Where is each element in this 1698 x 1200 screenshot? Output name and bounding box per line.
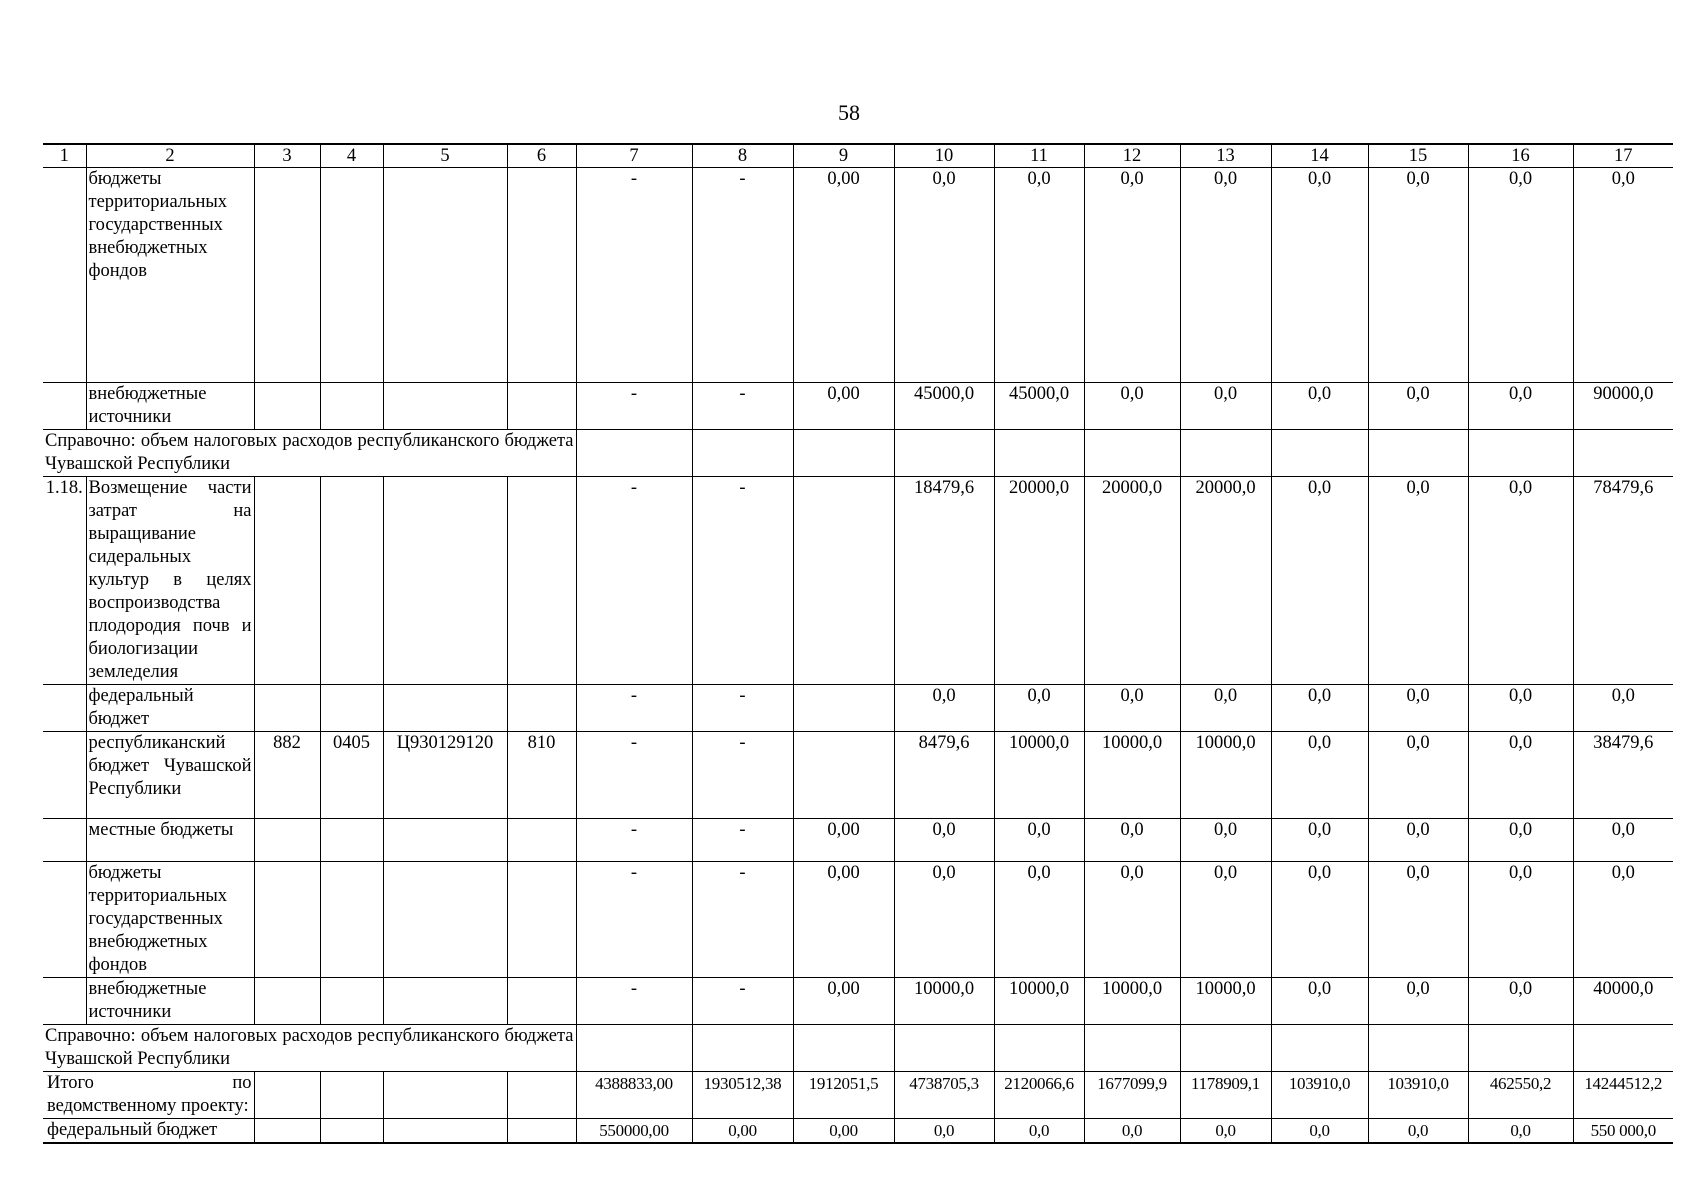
table-row <box>43 168 1673 383</box>
table-cell: 0,0 <box>1368 685 1468 732</box>
total-value-cell: 4738705,3 <box>894 1072 994 1119</box>
header-cell: 11 <box>994 144 1084 168</box>
table-cell <box>692 1025 793 1072</box>
table-cell: 0,0 <box>1468 862 1573 978</box>
total-value-cell: 1930512,38 <box>692 1072 793 1119</box>
table-cell: 0,0 <box>1468 685 1573 732</box>
table-cell: 10000,0 <box>994 978 1084 1025</box>
total-label: Итого по ведомственному проекту: <box>43 1072 254 1119</box>
table-cell: 0,0 <box>994 168 1084 383</box>
table-cell: 0,0 <box>1468 819 1573 862</box>
table-cell: - <box>576 168 692 383</box>
table-cell: 10000,0 <box>1084 978 1180 1025</box>
item-description-cell: федеральный бюджет <box>86 685 254 732</box>
header-cell: 14 <box>1271 144 1368 168</box>
table-cell: 0,0 <box>1271 862 1368 978</box>
total-row <box>43 1072 1673 1119</box>
total-value-cell: 1912051,5 <box>793 1072 894 1119</box>
table-cell: - <box>692 477 793 685</box>
table-cell: 0,0 <box>1180 685 1271 732</box>
table-cell: 0,0 <box>1573 168 1673 383</box>
table-cell <box>1084 1025 1180 1072</box>
table-cell <box>254 862 320 978</box>
table-cell: - <box>692 819 793 862</box>
table-cell <box>254 383 320 430</box>
table-cell <box>507 477 576 685</box>
table-cell: 20000,0 <box>1084 477 1180 685</box>
header-cell: 9 <box>793 144 894 168</box>
total-value-cell <box>320 1119 383 1144</box>
table-cell: - <box>576 383 692 430</box>
table-row <box>43 819 1673 862</box>
table-cell: 78479,6 <box>1573 477 1673 685</box>
table-cell: - <box>692 168 793 383</box>
total-value-cell <box>254 1072 320 1119</box>
item-description-cell: бюджеты территориальных государственных внебюджетных фондов <box>86 862 254 978</box>
table-cell <box>320 862 383 978</box>
table-cell: 0,0 <box>1180 819 1271 862</box>
reference-note-label: Справочно: объем налоговых расходов республиканского бюджета Чувашской Республики <box>43 1025 576 1072</box>
table-cell: 0,0 <box>894 819 994 862</box>
table-cell: 0,0 <box>1368 819 1468 862</box>
reference-note-label: Справочно: объем налоговых расходов республиканского бюджета Чувашской Республики <box>43 430 576 477</box>
table-cell: 0,0 <box>1180 168 1271 383</box>
table-cell: 0,0 <box>1084 862 1180 978</box>
table-cell <box>994 430 1084 477</box>
table-cell <box>320 477 383 685</box>
total-value-cell: 550 000,0 <box>1573 1119 1673 1144</box>
table-cell <box>254 168 320 383</box>
total-label: федеральный бюджет <box>43 1119 254 1144</box>
header-cell: 8 <box>692 144 793 168</box>
total-value-cell: 0,0 <box>894 1119 994 1144</box>
table-cell: 0,0 <box>1468 383 1573 430</box>
total-value-cell: 103910,0 <box>1368 1072 1468 1119</box>
header-row <box>43 144 1673 168</box>
table-cell: 0,0 <box>894 685 994 732</box>
table-cell: 0,00 <box>793 819 894 862</box>
table-cell <box>1573 1025 1673 1072</box>
table-cell: - <box>692 732 793 819</box>
table-cell: 20000,0 <box>1180 477 1271 685</box>
table-cell: 0,00 <box>793 168 894 383</box>
reference-note-row <box>43 1025 1673 1072</box>
table-cell <box>507 862 576 978</box>
table-cell: 10000,0 <box>1180 978 1271 1025</box>
total-value-cell: 0,0 <box>1271 1119 1368 1144</box>
total-value-cell: 1178909,1 <box>1180 1072 1271 1119</box>
table-cell: 40000,0 <box>1573 978 1673 1025</box>
table-cell: 882 <box>254 732 320 819</box>
table-cell: 0,00 <box>793 862 894 978</box>
item-number-cell: 1.18. <box>43 477 86 685</box>
table-cell: 0,0 <box>1468 732 1573 819</box>
item-description-cell: бюджеты территориальных государственных внебюджетных фондов <box>86 168 254 383</box>
table-cell <box>320 383 383 430</box>
table-cell: 0,00 <box>793 978 894 1025</box>
table-cell: 0,0 <box>1573 685 1673 732</box>
page-number: 58 <box>838 100 860 125</box>
total-value-cell: 2120066,6 <box>994 1072 1084 1119</box>
table-cell: - <box>576 732 692 819</box>
header-cell: 16 <box>1468 144 1573 168</box>
table-cell: 18479,6 <box>894 477 994 685</box>
table-cell: 0,0 <box>1180 383 1271 430</box>
table-cell <box>383 978 507 1025</box>
table-cell: 0,0 <box>1271 978 1368 1025</box>
table-cell <box>576 430 692 477</box>
item-description-cell: внебюджетные источники <box>86 383 254 430</box>
reference-note-row <box>43 430 1673 477</box>
table-cell: 0,0 <box>1468 168 1573 383</box>
table-cell <box>383 477 507 685</box>
table-cell: 0,0 <box>1180 862 1271 978</box>
table-cell: 0,0 <box>1468 978 1573 1025</box>
table-cell: 10000,0 <box>1084 732 1180 819</box>
header-cell: 3 <box>254 144 320 168</box>
item-number-cell <box>43 383 86 430</box>
table-cell: 0,0 <box>894 862 994 978</box>
table-cell <box>507 685 576 732</box>
table-cell <box>254 685 320 732</box>
table-cell: 0,0 <box>1368 477 1468 685</box>
table-cell <box>507 819 576 862</box>
table-cell: - <box>692 383 793 430</box>
total-value-cell: 1677099,9 <box>1084 1072 1180 1119</box>
table-cell <box>1180 1025 1271 1072</box>
header-cell: 7 <box>576 144 692 168</box>
table-cell <box>994 1025 1084 1072</box>
table-cell: 0,0 <box>1084 819 1180 862</box>
table-row <box>43 477 1673 685</box>
item-number-cell <box>43 978 86 1025</box>
total-row <box>43 1119 1673 1144</box>
table-cell: 0,0 <box>1271 819 1368 862</box>
table-cell <box>254 477 320 685</box>
table-cell: 0,0 <box>1084 168 1180 383</box>
table-row <box>43 685 1673 732</box>
table-cell: - <box>576 862 692 978</box>
table-cell <box>1271 1025 1368 1072</box>
table-cell <box>507 383 576 430</box>
table-cell: 45000,0 <box>994 383 1084 430</box>
table-cell <box>1368 1025 1468 1072</box>
total-value-cell <box>507 1072 576 1119</box>
table-cell: 45000,0 <box>894 383 994 430</box>
header-cell: 10 <box>894 144 994 168</box>
table-row <box>43 862 1673 978</box>
table-cell: Ц930129120 <box>383 732 507 819</box>
table-cell: 0,0 <box>1573 819 1673 862</box>
item-description-cell: Возмещение части затрат на выращивание сидеральных культур в целях воспроизводства плодородия почв и биологизации земледелия <box>86 477 254 685</box>
table-row <box>43 732 1673 819</box>
table-cell: 0,0 <box>994 819 1084 862</box>
header-cell: 4 <box>320 144 383 168</box>
total-value-cell <box>383 1119 507 1144</box>
table-cell <box>1368 430 1468 477</box>
table-cell: - <box>576 978 692 1025</box>
table-cell: - <box>576 819 692 862</box>
table-cell <box>894 430 994 477</box>
table-cell <box>320 168 383 383</box>
total-value-cell: 0,0 <box>1468 1119 1573 1144</box>
table-cell: - <box>692 978 793 1025</box>
table-cell: 38479,6 <box>1573 732 1673 819</box>
table-cell <box>383 383 507 430</box>
header-cell: 5 <box>383 144 507 168</box>
table-cell: 0,0 <box>994 685 1084 732</box>
table-cell <box>1468 430 1573 477</box>
table-cell: 0,0 <box>1368 732 1468 819</box>
total-value-cell: 0,0 <box>1368 1119 1468 1144</box>
table-cell: 0,0 <box>1368 862 1468 978</box>
item-number-cell <box>43 819 86 862</box>
table-cell: 90000,0 <box>1573 383 1673 430</box>
table-cell <box>254 819 320 862</box>
header-cell: 2 <box>86 144 254 168</box>
table-cell <box>254 978 320 1025</box>
table-cell: 8479,6 <box>894 732 994 819</box>
table-cell: - <box>576 685 692 732</box>
item-description-cell: внебюджетные источники <box>86 978 254 1025</box>
table-cell <box>1271 430 1368 477</box>
table-cell <box>793 732 894 819</box>
table-cell: 0,0 <box>1271 685 1368 732</box>
table-cell: - <box>692 862 793 978</box>
table-cell <box>1468 1025 1573 1072</box>
item-number-cell <box>43 862 86 978</box>
table-cell: 0,0 <box>994 862 1084 978</box>
header-cell: 13 <box>1180 144 1271 168</box>
table-cell: 0,0 <box>1368 383 1468 430</box>
table-cell: 10000,0 <box>994 732 1084 819</box>
table-cell: 0,0 <box>1573 862 1673 978</box>
table-cell: 0,0 <box>1271 732 1368 819</box>
total-value-cell: 0,0 <box>1084 1119 1180 1144</box>
table-cell <box>793 1025 894 1072</box>
item-description-cell: республиканский бюджет Чувашской Республики <box>86 732 254 819</box>
total-value-cell: 103910,0 <box>1271 1072 1368 1119</box>
table-cell: 0,0 <box>894 168 994 383</box>
table-cell: 0,0 <box>1368 978 1468 1025</box>
total-value-cell <box>320 1072 383 1119</box>
table-cell <box>1084 430 1180 477</box>
table-cell <box>383 685 507 732</box>
table-cell <box>507 978 576 1025</box>
table-cell: 0,0 <box>1271 477 1368 685</box>
table-cell: 0405 <box>320 732 383 819</box>
table-cell <box>320 819 383 862</box>
total-value-cell: 14244512,2 <box>1573 1072 1673 1119</box>
table-row <box>43 383 1673 430</box>
table-cell: - <box>692 685 793 732</box>
item-number-cell <box>43 732 86 819</box>
table-cell: 10000,0 <box>894 978 994 1025</box>
table-cell: - <box>576 477 692 685</box>
table-cell: 20000,0 <box>994 477 1084 685</box>
item-number-cell <box>43 168 86 383</box>
table-cell <box>320 978 383 1025</box>
table-row <box>43 978 1673 1025</box>
header-cell: 15 <box>1368 144 1468 168</box>
table-cell: 0,0 <box>1084 685 1180 732</box>
table-cell <box>576 1025 692 1072</box>
table-cell: 810 <box>507 732 576 819</box>
table-cell <box>793 685 894 732</box>
table-cell <box>793 430 894 477</box>
table-cell <box>1573 430 1673 477</box>
table-cell <box>383 862 507 978</box>
table-cell <box>1180 430 1271 477</box>
total-value-cell: 4388833,00 <box>576 1072 692 1119</box>
table-cell: 0,00 <box>793 383 894 430</box>
item-description-cell: местные бюджеты <box>86 819 254 862</box>
table-cell: 0,0 <box>1271 168 1368 383</box>
table-cell <box>320 685 383 732</box>
budget-table <box>43 143 1673 1144</box>
table-cell <box>383 819 507 862</box>
total-value-cell: 550000,00 <box>576 1119 692 1144</box>
table-cell <box>507 168 576 383</box>
header-cell: 1 <box>43 144 86 168</box>
table-cell: 0,0 <box>1468 477 1573 685</box>
total-value-cell: 0,0 <box>994 1119 1084 1144</box>
header-cell: 6 <box>507 144 576 168</box>
table-cell <box>894 1025 994 1072</box>
total-value-cell <box>254 1119 320 1144</box>
item-number-cell <box>43 685 86 732</box>
table-cell: 10000,0 <box>1180 732 1271 819</box>
table-cell <box>692 430 793 477</box>
header-cell: 12 <box>1084 144 1180 168</box>
table-cell: 0,0 <box>1084 383 1180 430</box>
table-cell: 0,0 <box>1368 168 1468 383</box>
table-cell <box>793 477 894 685</box>
table-cell <box>383 168 507 383</box>
total-value-cell: 462550,2 <box>1468 1072 1573 1119</box>
header-cell: 17 <box>1573 144 1673 168</box>
total-value-cell: 0,00 <box>692 1119 793 1144</box>
total-value-cell: 0,0 <box>1180 1119 1271 1144</box>
total-value-cell: 0,00 <box>793 1119 894 1144</box>
total-value-cell <box>383 1072 507 1119</box>
total-value-cell <box>507 1119 576 1144</box>
table-cell: 0,0 <box>1271 383 1368 430</box>
